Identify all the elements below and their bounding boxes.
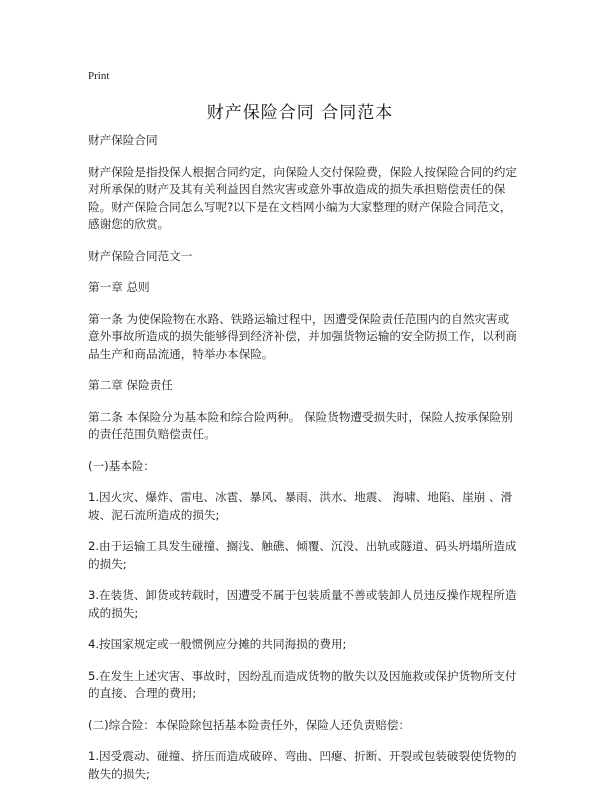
list-item: 1.因受震动、碰撞、挤压而造成破碎、弯曲、凹瘪、折断、开裂或包装破裂使货物的散失的损失; bbox=[88, 749, 517, 781]
subsection-heading: (二)综合险：本保险除包括基本险责任外，保险人还负责赔偿： bbox=[88, 717, 411, 732]
section-heading: 财产保险合同范文一 bbox=[88, 248, 193, 263]
list-item: 5.在发生上述灾害、事故时，因纷乱而造成货物的散失以及因施救或保护货物所支付的直接、合理的费用; bbox=[88, 668, 517, 700]
document-body bbox=[88, 132, 518, 797]
intro-paragraph: 财产保险是指投保人根据合同约定，向保险人交付保险费，保险人按保险合同的约定对所承保的财产及其有关利益因自然灾害或意外事故造成的损失承担赔偿责任的保险。财产保险合同怎么写呢?以下是在文档网小编为大家整理的财产保险合同范文，感谢您的欣赏。 bbox=[88, 164, 517, 231]
section-heading: 财产保险合同 bbox=[88, 133, 158, 147]
article-paragraph: 第二条 本保险分为基本险和综合险两种。 保险货物遭受损失时，保险人按承保险别的责任范围负赔偿责任。 bbox=[88, 409, 513, 441]
list-item: 2.由于运输工具发生碰撞、搁浅、触礁、倾覆、沉没、出轨或隧道、码头坍塌所造成的损失; bbox=[88, 539, 517, 571]
list-item: 1.因火灾、爆炸、雷电、冰雹、暴风、暴雨、洪水、地震、 海啸、地陷、崖崩 、滑坡、泥石流所造成的损失; bbox=[88, 490, 513, 522]
chapter-heading: 第一章 总则 bbox=[88, 280, 150, 294]
article-paragraph: 第一条 为使保险物在水路、铁路运输过程中，因遭受保险责任范围内的自然灾害或意外事故所造成的损失能够得到经济补偿，并加强货物运输的安全防损工作，以利商品生产和商品流通，特举办本保险。 bbox=[88, 311, 517, 361]
print-label: Print bbox=[88, 70, 110, 82]
subsection-heading: (一)基本险： bbox=[88, 458, 156, 473]
chapter-heading: 第二章 保险责任 bbox=[88, 378, 173, 392]
list-item: 4.按国家规定或一般惯例应分摊的共同海损的费用; bbox=[88, 637, 347, 651]
list-item: 3.在装货、卸货或转载时，因遭受不属于包装质量不善或装卸人员违反操作规程所造成的损失; bbox=[88, 588, 517, 620]
document-title: 财产保险合同 合同范本 bbox=[206, 103, 394, 123]
